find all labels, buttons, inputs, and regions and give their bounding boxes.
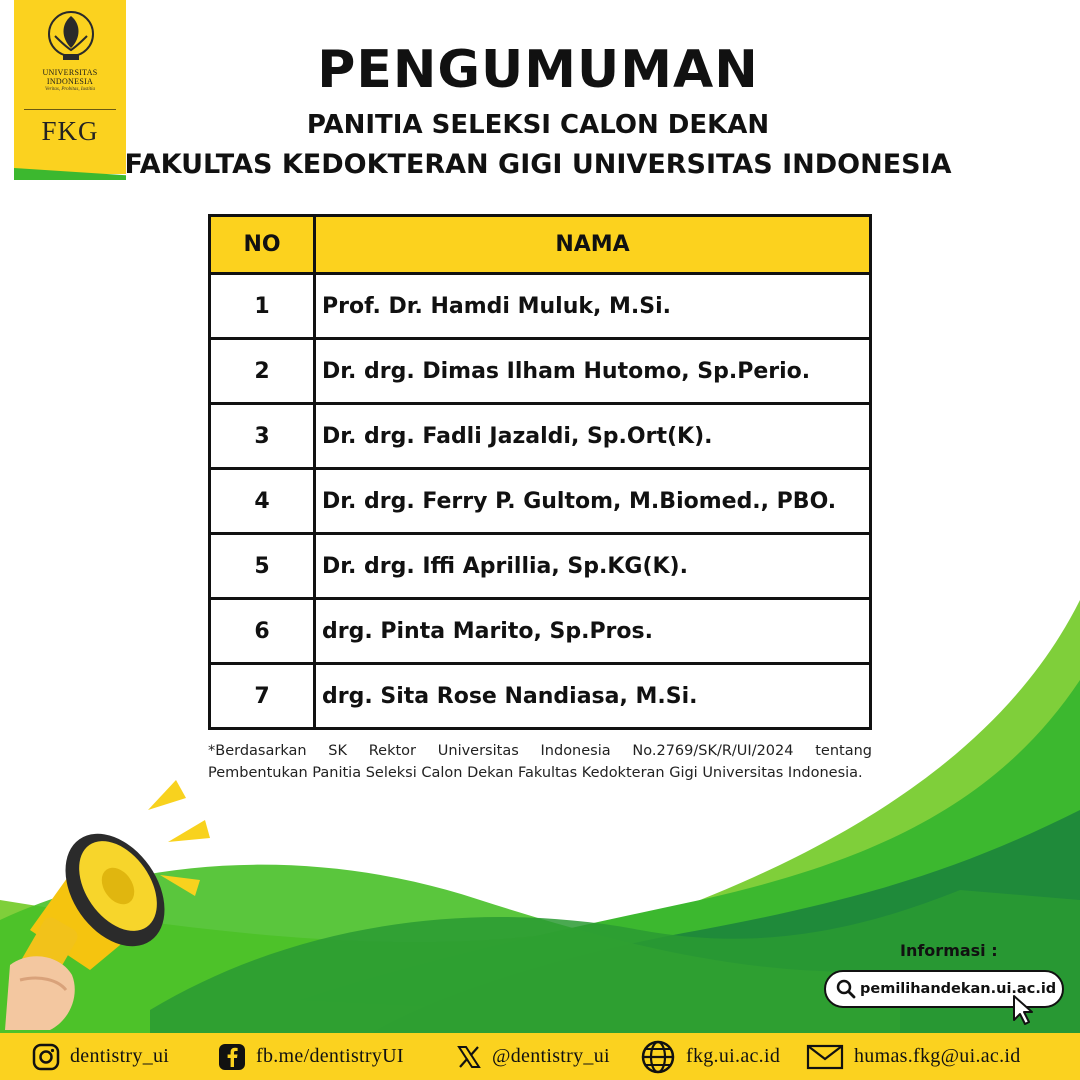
footer-email[interactable] (806, 1033, 1021, 1080)
facebook-icon (218, 1043, 246, 1071)
row-number: 3 (210, 404, 315, 469)
table-row (210, 469, 871, 534)
table-row (210, 404, 871, 469)
row-number: 4 (210, 469, 315, 534)
page-title: PENGUMUMAN (317, 40, 759, 100)
table-row (210, 664, 871, 729)
twitter-handle: @dentistry_ui (492, 1045, 610, 1067)
subtitle-committee: PANITIA SELEKSI CALON DEKAN (306, 110, 770, 140)
footer-bar (0, 1033, 1080, 1080)
row-number: 7 (210, 664, 315, 729)
row-name: Dr. drg. Iffi Aprillia, Sp.KG(K). (315, 534, 871, 599)
row-name: Dr. drg. Fadli Jazaldi, Sp.Ort(K). (315, 404, 871, 469)
website-link: fkg.ui.ac.id (686, 1045, 781, 1067)
row-name: drg. Sita Rose Nandiasa, M.Si. (315, 664, 871, 729)
search-icon (836, 979, 856, 999)
x-icon (456, 1044, 482, 1070)
row-number: 6 (210, 599, 315, 664)
footer-twitter[interactable] (456, 1033, 610, 1080)
table-header-row (210, 216, 871, 274)
header-no: NO (210, 216, 315, 274)
instagram-handle: dentistry_ui (70, 1045, 170, 1067)
pointer-cursor-icon (1010, 994, 1038, 1026)
info-label: Informasi : (900, 941, 998, 960)
row-number: 1 (210, 274, 315, 339)
row-name: Prof. Dr. Hamdi Muluk, M.Si. (315, 274, 871, 339)
info-url: pemilihandekan.ui.ac.id (860, 981, 1057, 997)
instagram-icon (32, 1043, 60, 1071)
globe-icon (640, 1039, 676, 1075)
mail-icon (806, 1043, 844, 1071)
table-row (210, 339, 871, 404)
row-name: drg. Pinta Marito, Sp.Pros. (315, 599, 871, 664)
row-number: 5 (210, 534, 315, 599)
table-row (210, 534, 871, 599)
logo-motto: Veritas, Probitas, Iustitia (44, 87, 96, 92)
footer-facebook[interactable] (218, 1033, 404, 1080)
logo-faculty: FKG (41, 116, 99, 146)
facebook-link: fb.me/dentistryUI (256, 1045, 404, 1067)
table-row (210, 599, 871, 664)
email-address: humas.fkg@ui.ac.id (854, 1045, 1021, 1067)
footnote: *Berdasarkan SK Rektor Universitas Indonesia No.2769/SK/R/UI/2024 tentang Pembentukan Panitia Seleksi Calon Dekan Fakultas Kedokteran Gigi Universitas Indonesia. (208, 743, 872, 781)
footer-website[interactable] (640, 1033, 780, 1080)
megaphone-illustration (0, 780, 230, 1040)
logo-university-name: UNIVERSITAS INDONESIA (42, 68, 98, 86)
row-name: Dr. drg. Dimas Ilham Hutomo, Sp.Perio. (315, 339, 871, 404)
table-row (210, 274, 871, 339)
candidates-table (208, 214, 872, 730)
header-name: NAMA (315, 216, 871, 274)
row-number: 2 (210, 339, 315, 404)
footer-instagram[interactable] (32, 1033, 169, 1080)
row-name: Dr. drg. Ferry P. Gultom, M.Biomed., PBO. (315, 469, 871, 534)
subtitle-faculty: FAKULTAS KEDOKTERAN GIGI UNIVERSITAS INDONESIA (124, 149, 952, 180)
